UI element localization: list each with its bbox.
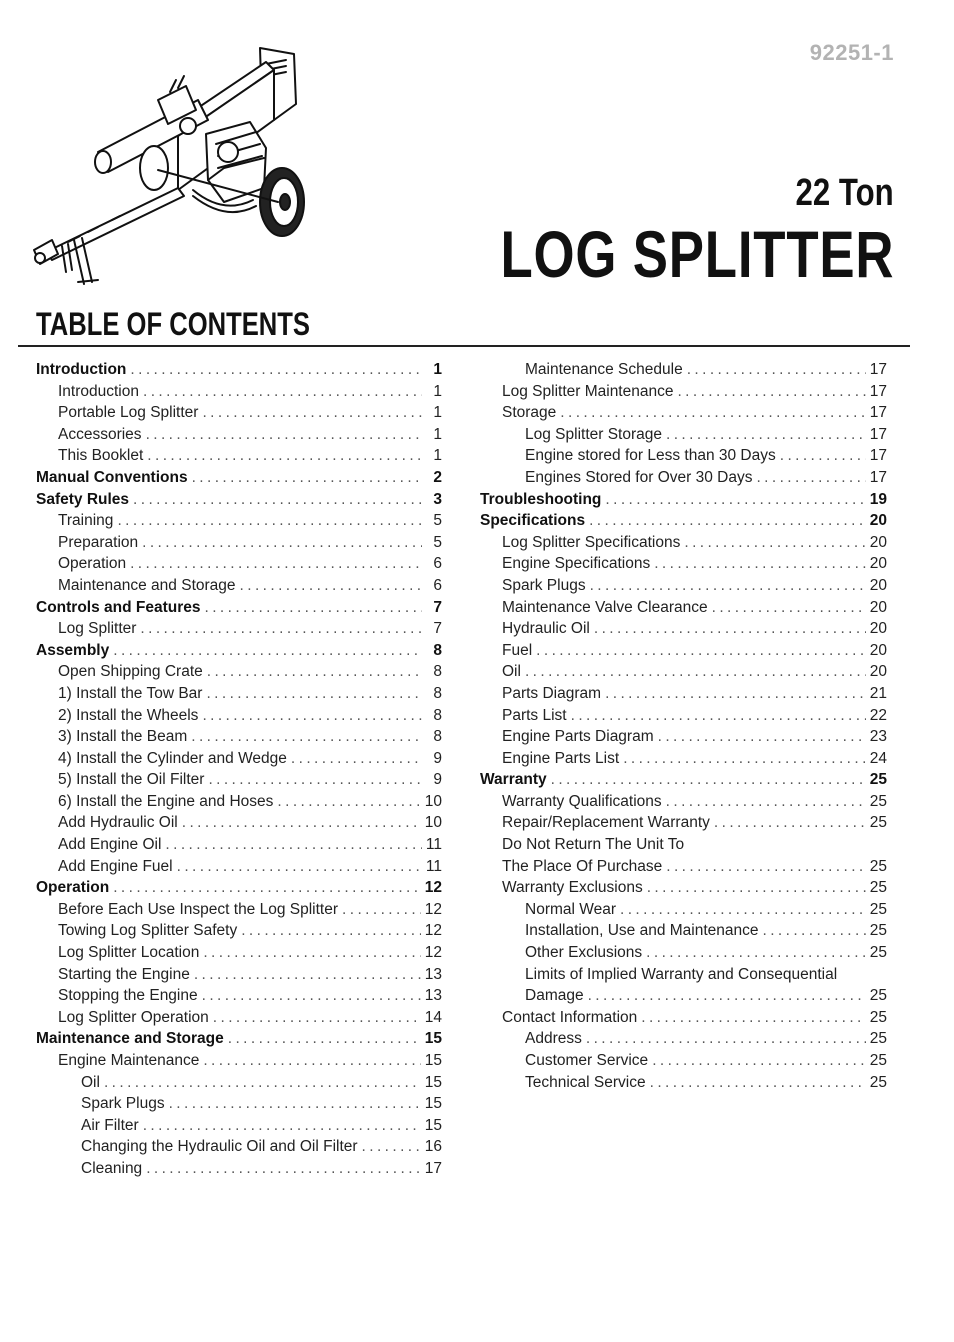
toc-leader-dots (207, 661, 422, 683)
toc-entry-page: 25 (869, 879, 887, 897)
toc-heading: TABLE OF CONTENTS (36, 306, 310, 342)
toc-entry[interactable] (36, 661, 442, 683)
toc-leader-dots (594, 618, 866, 640)
toc-entry-page: 1 (433, 382, 442, 400)
toc-entry[interactable] (480, 359, 887, 381)
toc-leader-dots (147, 445, 422, 467)
toc-entry-title: Installation, Use and Maintenance (525, 922, 759, 940)
toc-entry-title: Repair/Replacement Warranty (502, 814, 710, 832)
toc-entry-title: Add Hydraulic Oil (58, 814, 178, 832)
toc-entry-page: 8 (433, 684, 442, 702)
toc-entry-title: Preparation (58, 533, 139, 551)
toc-entry[interactable] (36, 402, 442, 424)
toc-entry-title: Log Splitter Specifications (502, 533, 681, 551)
toc-entry-title: Portable Log Splitter (58, 404, 199, 422)
toc-entry-title: 2) Install the Wheels (58, 706, 199, 724)
toc-entry-page: 17 (424, 1159, 442, 1177)
toc-entry-title: Introduction (58, 382, 139, 400)
toc-entry[interactable] (480, 791, 887, 813)
toc-entry-title: Towing Log Splitter Safety (58, 922, 238, 940)
toc-entry-page: 17 (869, 468, 887, 486)
toc-entry[interactable] (36, 683, 442, 705)
toc-entry-title: Maintenance and Storage (36, 1030, 224, 1048)
toc-entry[interactable] (36, 467, 442, 489)
toc-entry-title: Stopping the Engine (58, 987, 198, 1005)
toc-entry-page: 20 (869, 576, 887, 594)
toc-entry-title: 3) Install the Beam (58, 728, 188, 746)
toc-entry[interactable] (480, 1072, 887, 1094)
toc-entry[interactable] (480, 856, 887, 878)
toc-entry-title: Controls and Features (36, 598, 201, 616)
toc-entry[interactable] (480, 964, 887, 986)
toc-entry-page: 25 (869, 814, 887, 832)
toc-entry-page: 15 (424, 1073, 442, 1091)
toc-entry[interactable] (480, 834, 887, 856)
toc-entry-page: 25 (869, 1008, 887, 1026)
toc-leader-dots (647, 877, 866, 899)
toc-entry-title: Engine stored for Less than 30 Days (525, 447, 776, 465)
toc-leader-dots (551, 769, 866, 791)
toc-entry-title: Assembly (36, 641, 110, 659)
toc-entry[interactable] (480, 920, 887, 942)
toc-entry[interactable] (36, 726, 442, 748)
log-splitter-illustration (28, 40, 318, 290)
toc-entry-title: Oil (502, 663, 521, 681)
toc-entry-page: 25 (869, 922, 887, 940)
toc-leader-dots (620, 899, 866, 921)
toc-entry-title: 1) Install the Tow Bar (58, 684, 203, 702)
toc-leader-dots (291, 748, 422, 770)
toc-entry-page: 16 (424, 1138, 442, 1156)
toc-entry-title: Add Engine Oil (58, 836, 162, 854)
toc-entry[interactable] (36, 964, 442, 986)
toc-entry-page: 6 (433, 555, 442, 573)
toc-entry-page: 1 (433, 425, 442, 443)
toc-entry[interactable] (36, 705, 442, 727)
toc-entry-page: 1 (433, 361, 442, 378)
toc-entry-page: 25 (869, 857, 887, 875)
toc-leader-dots (666, 856, 866, 878)
toc-leader-dots (228, 1028, 421, 1050)
toc-leader-dots (203, 1050, 420, 1072)
toc-entry[interactable] (36, 597, 442, 619)
toc-column-right (480, 359, 887, 1093)
toc-entry-title: Hydraulic Oil (502, 620, 590, 638)
toc-entry-title: Spark Plugs (81, 1095, 165, 1113)
toc-entry-title: Introduction (36, 361, 127, 378)
title-subtitle: 22 Ton (795, 172, 894, 214)
toc-entry-title: Changing the Hydraulic Oil and Oil Filter (81, 1138, 358, 1156)
toc-entry-page: 25 (869, 792, 887, 810)
toc-entry-page: 20 (869, 641, 887, 659)
toc-entry-title: Maintenance Valve Clearance (502, 598, 708, 616)
toc-entry-title: Specifications (480, 512, 586, 530)
toc-entry-page: 11 (425, 836, 442, 854)
toc-entry-title: Training (58, 512, 114, 530)
toc-entry[interactable] (36, 769, 442, 791)
toc-entry-title: Customer Service (525, 1052, 649, 1069)
toc-entry-page: 25 (869, 944, 887, 962)
toc-leader-dots (143, 1115, 421, 1137)
toc-leader-dots (206, 683, 422, 705)
toc-entry-page: 14 (424, 1008, 442, 1026)
toc-entry[interactable] (480, 683, 887, 705)
toc-leader-dots (756, 467, 865, 489)
toc-leader-dots (560, 402, 865, 424)
toc-entry-title: Manual Conventions (36, 468, 188, 486)
toc-entry-title: Address (525, 1030, 582, 1048)
toc-entry[interactable] (36, 640, 442, 662)
toc-entry-page: 15 (424, 1030, 442, 1048)
toc-leader-dots (113, 877, 421, 899)
toc-entry-page: 2 (433, 468, 442, 486)
toc-entry-title: Cleaning (81, 1159, 143, 1177)
toc-entry[interactable] (480, 402, 887, 424)
toc-entry-page: 1 (433, 404, 442, 422)
toc-leader-dots (666, 424, 866, 446)
toc-entry-title: Do Not Return The Unit To (502, 836, 685, 854)
toc-entry-page: 20 (869, 533, 887, 551)
toc-entry-page: 7 (433, 620, 442, 638)
toc-leader-dots (571, 705, 866, 727)
toc-leader-dots (650, 1072, 866, 1094)
toc-leader-dots (677, 381, 865, 403)
toc-entry-title: Maintenance Schedule (525, 361, 683, 378)
toc-entry-title: Log Splitter (58, 620, 137, 638)
toc-leader-dots (192, 467, 422, 489)
toc-entry-page: 25 (869, 1030, 887, 1048)
toc-entry-page: 9 (433, 749, 442, 767)
toc-leader-dots (590, 575, 866, 597)
toc-leader-dots (780, 445, 866, 467)
toc-entry-title: Technical Service (525, 1073, 646, 1091)
document-number: 92251-1 (809, 40, 894, 65)
toc-leader-dots (240, 575, 422, 597)
toc-leader-dots (589, 510, 866, 532)
toc-entry[interactable] (36, 1050, 442, 1072)
toc-entry-title: Maintenance and Storage (58, 576, 236, 594)
toc-entry[interactable] (480, 899, 887, 921)
toc-entry-title: Spark Plugs (502, 576, 586, 594)
toc-leader-dots (687, 359, 866, 381)
toc-entry-page: 10 (424, 792, 442, 810)
toc-entry-page: 17 (869, 382, 887, 400)
toc-entry-page: 8 (433, 728, 442, 746)
toc-entry-title: Contact Information (502, 1008, 638, 1026)
toc-leader-dots (666, 791, 866, 813)
toc-entry[interactable] (36, 942, 442, 964)
toc-entry-page: 8 (433, 663, 442, 681)
toc-entry[interactable] (36, 748, 442, 770)
toc-entry[interactable] (36, 510, 442, 532)
toc-entry[interactable] (480, 424, 887, 446)
toc-entry-page: 20 (869, 512, 887, 530)
toc-entry-page: 17 (869, 404, 887, 422)
toc-entry[interactable] (36, 1028, 442, 1050)
toc-entry-page: 25 (869, 771, 887, 789)
toc-leader-dots (763, 920, 866, 942)
toc-entry[interactable] (480, 942, 887, 964)
toc-leader-dots (142, 532, 422, 554)
toc-entry-page: 20 (869, 620, 887, 638)
toc-entry-page: 13 (424, 987, 442, 1005)
toc-entry[interactable] (480, 489, 887, 511)
toc-entry[interactable] (36, 489, 442, 511)
toc-entry-page: 25 (869, 900, 887, 918)
toc-leader-dots (202, 402, 422, 424)
toc-leader-dots (623, 748, 866, 770)
toc-entry-page: 15 (424, 1095, 442, 1113)
toc-entry-title: Operation (58, 555, 127, 573)
toc-entry-title: Storage (502, 404, 557, 422)
toc-leader-dots (712, 597, 866, 619)
toc-column-left (36, 359, 442, 1180)
toc-leader-dots (605, 683, 866, 705)
toc-leader-dots (169, 1093, 421, 1115)
toc-leader-dots (202, 705, 422, 727)
toc-entry[interactable] (36, 532, 442, 554)
toc-entry-page: 19 (869, 490, 887, 508)
toc-entry-page: 17 (869, 425, 887, 443)
toc-entry-page: 17 (869, 361, 887, 378)
toc-entry-title: Warranty Exclusions (502, 879, 643, 897)
toc-entry[interactable] (36, 445, 442, 467)
toc-entry[interactable] (480, 597, 887, 619)
toc-leader-dots (588, 985, 866, 1007)
toc-entry-page: 8 (433, 706, 442, 724)
toc-leader-dots (208, 769, 422, 791)
toc-entry-page: 20 (869, 663, 887, 681)
toc-entry[interactable] (480, 1007, 887, 1029)
toc-entry[interactable] (36, 877, 442, 899)
toc-entry[interactable] (36, 812, 442, 834)
toc-entry[interactable] (36, 1072, 442, 1094)
toc-entry-title: Log Splitter Storage (525, 425, 663, 443)
toc-entry-page: 6 (433, 576, 442, 594)
toc-entry-page: 5 (433, 533, 442, 551)
toc-entry-page: 15 (424, 1052, 442, 1069)
toc-entry-page: 15 (424, 1116, 442, 1134)
toc-entry-page: 20 (869, 555, 887, 573)
toc-entry-title: Log Splitter Operation (58, 1008, 209, 1026)
toc-entry-title: Engines Stored for Over 30 Days (525, 468, 753, 486)
toc-leader-dots (641, 1007, 865, 1029)
toc-entry-title: Engine Parts List (502, 749, 620, 767)
toc-entry[interactable] (36, 1136, 442, 1158)
toc-entry-title: 4) Install the Cylinder and Wedge (58, 749, 287, 767)
toc-entry[interactable] (480, 640, 887, 662)
toc-entry-title: This Booklet (58, 447, 144, 465)
toc-entry[interactable] (480, 769, 887, 791)
toc-entry-title: Parts List (502, 706, 567, 724)
toc-leader-dots (104, 1072, 421, 1094)
toc-entry-title: Oil (81, 1073, 100, 1091)
heading-rule (18, 345, 910, 347)
toc-entry[interactable] (36, 985, 442, 1007)
toc-entry[interactable] (480, 1028, 887, 1050)
toc-leader-dots (143, 381, 422, 403)
toc-leader-dots (140, 618, 422, 640)
toc-entry-page: 17 (869, 447, 887, 465)
toc-entry-page: 25 (869, 987, 887, 1005)
toc-leader-dots (362, 1136, 421, 1158)
toc-entry[interactable] (480, 985, 887, 1007)
toc-leader-dots (165, 834, 422, 856)
toc-leader-dots (241, 920, 421, 942)
toc-leader-dots (536, 640, 866, 662)
toc-entry-title: Operation (36, 879, 110, 897)
toc-leader-dots (113, 640, 422, 662)
toc-leader-dots (130, 553, 422, 575)
toc-entry-page: 10 (424, 814, 442, 832)
toc-entry[interactable] (480, 877, 887, 899)
toc-entry-title: Engine Specifications (502, 555, 651, 573)
toc-leader-dots (117, 510, 422, 532)
toc-entry-title: Add Engine Fuel (58, 857, 173, 875)
toc-entry-page: 25 (869, 1052, 887, 1069)
toc-entry[interactable] (36, 553, 442, 575)
toc-entry[interactable] (480, 553, 887, 575)
toc-entry[interactable] (480, 445, 887, 467)
toc-entry-page: 9 (433, 771, 442, 789)
toc-entry[interactable] (480, 748, 887, 770)
toc-entry-title: Other Exclusions (525, 944, 643, 962)
toc-entry-title: Parts Diagram (502, 684, 602, 702)
toc-leader-dots (203, 942, 420, 964)
toc-entry-page: 11 (425, 857, 442, 875)
toc-entry[interactable] (480, 812, 887, 834)
toc-entry-title: 5) Install the Oil Filter (58, 771, 205, 789)
toc-entry-page: 3 (433, 490, 442, 508)
toc-entry-page: 12 (424, 879, 442, 897)
toc-entry[interactable] (480, 575, 887, 597)
toc-leader-dots (182, 812, 421, 834)
toc-entry-page: 25 (869, 1073, 887, 1091)
toc-leader-dots (194, 964, 421, 986)
toc-leader-dots (525, 661, 866, 683)
toc-entry-title: Safety Rules (36, 490, 130, 508)
toc-entry-page: 13 (424, 965, 442, 983)
toc-entry-page: 12 (424, 922, 442, 940)
toc-entry-page: 7 (433, 598, 442, 616)
toc-entry-title: Normal Wear (525, 900, 617, 918)
toc-entry-title: Open Shipping Crate (58, 663, 203, 681)
toc-entry[interactable] (480, 510, 887, 532)
toc-leader-dots (714, 812, 866, 834)
toc-leader-dots (133, 489, 422, 511)
toc-leader-dots (191, 726, 422, 748)
toc-entry[interactable] (36, 359, 442, 381)
toc-leader-dots (684, 532, 865, 554)
toc-entry-page: 20 (869, 598, 887, 616)
toc-entry[interactable] (36, 834, 442, 856)
toc-entry[interactable] (480, 705, 887, 727)
toc-entry-title: Before Each Use Inspect the Log Splitter (58, 900, 339, 918)
toc-entry-page: 5 (433, 512, 442, 530)
toc-entry-title: Warranty (480, 771, 547, 789)
toc-entry[interactable] (36, 1007, 442, 1029)
toc-entry-title: Warranty Qualifications (502, 792, 662, 810)
toc-leader-dots (342, 899, 421, 921)
toc-leader-dots (277, 791, 420, 813)
toc-leader-dots (146, 1158, 421, 1180)
toc-entry[interactable] (480, 1050, 887, 1072)
toc-entry-title: Troubleshooting (480, 490, 602, 508)
toc-entry[interactable] (36, 381, 442, 403)
toc-entry[interactable] (480, 661, 887, 683)
toc-entry-page: 12 (424, 900, 442, 918)
toc-entry[interactable] (36, 1115, 442, 1137)
toc-entry-page: 8 (433, 641, 442, 659)
toc-entry-page: 24 (869, 749, 887, 767)
toc-entry-title: Air Filter (81, 1116, 139, 1134)
toc-entry-title: 6) Install the Engine and Hoses (58, 792, 274, 810)
document-title: LOG SPLITTER (500, 217, 894, 291)
toc-entry-title: Engine Parts Diagram (502, 728, 654, 746)
toc-entry[interactable] (480, 618, 887, 640)
toc-entry-title: Fuel (502, 641, 533, 659)
toc-entry-page: 23 (869, 728, 887, 746)
toc-leader-dots (213, 1007, 421, 1029)
toc-leader-dots (146, 424, 422, 446)
toc-entry[interactable] (36, 899, 442, 921)
toc-entry[interactable] (36, 618, 442, 640)
toc-entry-title: Starting the Engine (58, 965, 190, 983)
toc-entry[interactable] (480, 381, 887, 403)
toc-entry-title: Log Splitter Location (58, 944, 200, 962)
toc-leader-dots (177, 856, 422, 878)
toc-leader-dots (205, 597, 423, 619)
toc-leader-dots (202, 985, 421, 1007)
toc-leader-dots (658, 726, 866, 748)
toc-entry-page: 1 (433, 447, 442, 465)
toc-entry[interactable] (480, 532, 887, 554)
toc-entry-page: 12 (424, 944, 442, 962)
toc-entry[interactable] (36, 1158, 442, 1180)
toc-entry-page: 21 (869, 684, 887, 702)
toc-leader-dots (605, 489, 865, 511)
toc-entry[interactable] (480, 467, 887, 489)
toc-entry-title: Engine Maintenance (58, 1052, 200, 1069)
toc-entry[interactable] (36, 575, 442, 597)
toc-leader-dots (586, 1028, 866, 1050)
toc-leader-dots (652, 1050, 866, 1072)
toc-entry[interactable] (36, 424, 442, 446)
toc-leader-dots (654, 553, 866, 575)
toc-entry-title: The Place Of Purchase (502, 857, 663, 875)
toc-entry-title: Damage (525, 987, 584, 1005)
toc-entry[interactable] (36, 1093, 442, 1115)
toc-entry[interactable] (480, 726, 887, 748)
toc-entry-title: Log Splitter Maintenance (502, 382, 674, 400)
toc-entry[interactable] (36, 856, 442, 878)
toc-entry[interactable] (36, 791, 442, 813)
toc-entry-title: Accessories (58, 425, 142, 443)
toc-leader-dots (646, 942, 866, 964)
toc-entry-title: Limits of Implied Warranty and Consequential (525, 965, 838, 983)
toc-entry[interactable] (36, 920, 442, 942)
toc-leader-dots (130, 359, 422, 381)
toc-entry-page: 22 (869, 706, 887, 724)
